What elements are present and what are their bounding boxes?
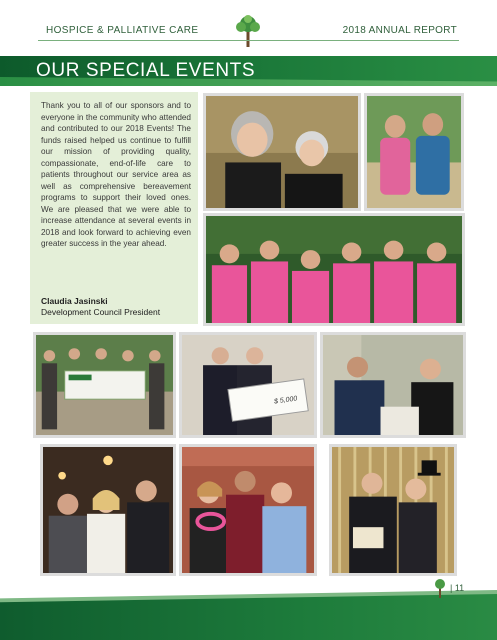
intro-paragraph: Thank you to all of our sponsors and to everyone in the community who attended and contributed to our 2018 Events! The funds raised helped us continue to fulfill our mission of providing quality, compassionate, end-of-life care to patients throughout our service area as well as comprehensive bereavement programs to support their loved ones. We are pleased that we were able to increase attendance at several events in 2018 and look forward to achieving even greater success in the year ahead.	[41, 101, 191, 248]
photo-two-women	[203, 93, 361, 211]
page-number: | 11	[450, 583, 465, 593]
section-title: OUR SPECIAL EVENTS	[36, 60, 256, 81]
signature-name: Claudia Jasinski	[41, 296, 108, 306]
photo-women-outdoors	[364, 93, 464, 211]
header-divider	[38, 40, 459, 41]
photo-lei-guests	[179, 444, 317, 576]
check-amount-label: $ 5,000	[273, 395, 298, 406]
photo-check-outdoors	[33, 332, 176, 438]
intro-text-box	[30, 92, 198, 324]
photo-golf-group	[203, 213, 465, 326]
signature-title: Development Council President	[41, 307, 161, 317]
photo-three-guests	[40, 444, 176, 576]
tree-small-icon	[432, 578, 448, 598]
photo-large-check	[179, 332, 317, 438]
photo-couple-table	[320, 332, 466, 438]
header-report-title: 2018 ANNUAL REPORT	[342, 25, 457, 36]
header-organization: HOSPICE & PALLIATIVE CARE	[46, 25, 199, 36]
photo-couple-tophat	[329, 444, 457, 576]
tree-logo-icon	[234, 14, 262, 48]
